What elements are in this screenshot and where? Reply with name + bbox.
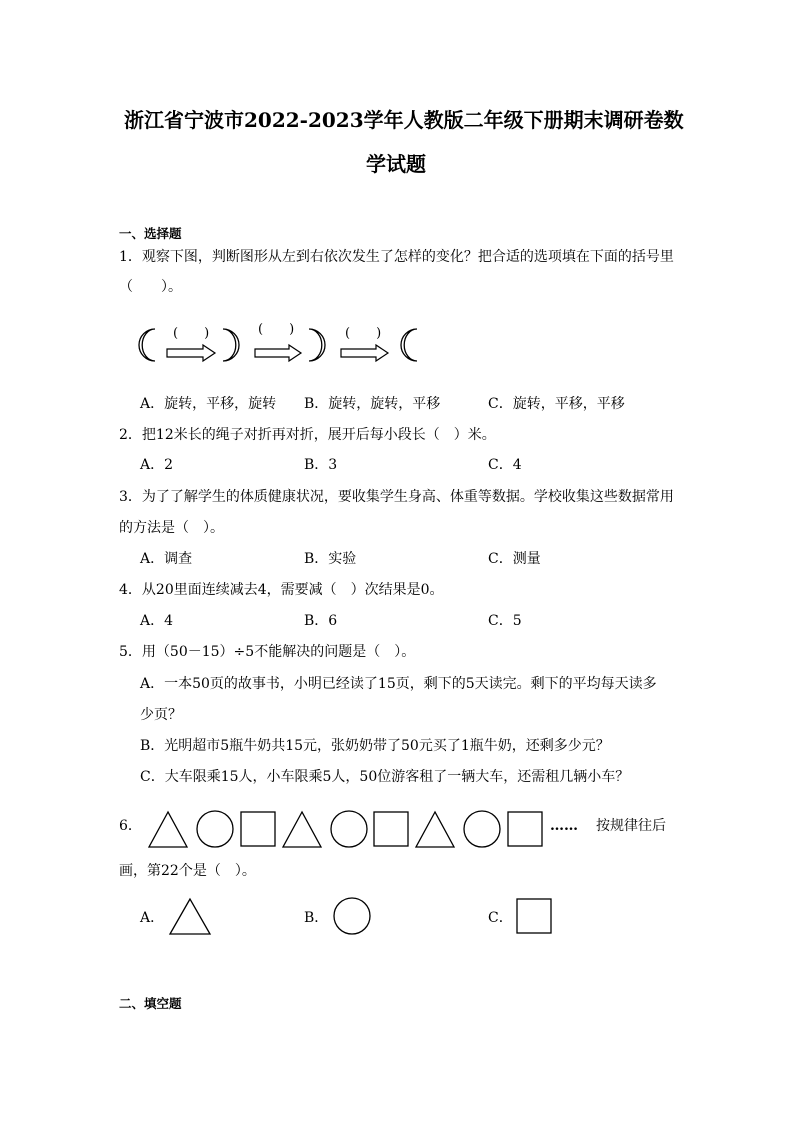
page-title-line2: 学试题 (366, 152, 426, 176)
option-c[interactable] (488, 908, 513, 928)
section-heading-fill-in: 二、填空题 (119, 996, 182, 1011)
question-stem: 把12米长的绳子对折再对折，展开后每小段长（ ）米。 (141, 427, 496, 443)
question-stem: 用（50－15）÷5不能解决的问题是（ ）。 (141, 644, 416, 660)
option-a-shape (168, 897, 212, 937)
option-label: B． (304, 910, 329, 926)
question-number: 5． (119, 644, 142, 660)
crescent-moon-icon (309, 329, 325, 361)
question-stem: 为了了解学生的体质健康状况，要收集学生身高、体重等数据。学校收集这些数据常用 (141, 489, 674, 505)
crescent-moon-icon (223, 329, 239, 361)
page-title-line1: 浙江省宁波市2022-2023学年人教版二年级下册期末调研卷数 (124, 108, 684, 132)
ellipsis: …… (550, 818, 578, 834)
option-b[interactable]: B．6 (304, 613, 338, 629)
triangle-icon (416, 812, 454, 847)
option-a[interactable] (140, 908, 164, 928)
question-3 (119, 487, 674, 507)
arrow-right-icon (341, 345, 388, 361)
option-c[interactable]: C．测量 (488, 551, 541, 567)
shape-sequence (148, 810, 548, 850)
question-4 (119, 580, 444, 600)
question-1-stem-line2: （ ）。 (119, 279, 182, 295)
circle-icon (464, 811, 500, 847)
option-b[interactable] (304, 908, 328, 928)
question-number: 4． (119, 582, 142, 598)
option-a[interactable]: A．调查 (140, 551, 193, 567)
transform-figure (125, 315, 435, 370)
blank-paren: ( ) (258, 322, 295, 337)
blank-paren: ( ) (345, 326, 382, 341)
blank-paren: ( ) (173, 326, 210, 341)
question-number: 2． (119, 427, 142, 443)
question-stem: 按规律往后 (596, 818, 666, 834)
triangle-icon (283, 812, 321, 847)
question-stem: 从20里面连续减去4，需要减（ ）次结果是0。 (141, 582, 444, 598)
option-a-line2: 少页？ (140, 707, 182, 723)
option-c[interactable]: C．大车限乘15人，小车限乘5人，50位游客租了一辆大车，还需租几辆小车？ (140, 769, 630, 785)
option-a[interactable]: A．旋转，平移，旋转 (140, 396, 277, 412)
triangle-icon (170, 899, 210, 934)
question-number: 6． (119, 818, 142, 834)
arrow-right-icon (167, 345, 215, 361)
square-icon (374, 812, 408, 846)
question-stem: 观察下图，判断图形从左到右依次发生了怎样的变化？把合适的选项填在下面的括号里 (141, 249, 674, 265)
option-c[interactable]: C．5 (488, 613, 522, 629)
question-2 (119, 425, 496, 445)
option-b[interactable]: B．光明超市5瓶牛奶共15元，张奶奶带了50元买了1瓶牛奶，还剩多少元？ (140, 738, 610, 754)
square-icon (508, 812, 542, 846)
question-1 (119, 247, 674, 267)
circle-icon (331, 811, 367, 847)
arrow-right-icon (255, 345, 301, 361)
circle-icon (334, 898, 370, 934)
option-label: C． (488, 910, 513, 926)
section-heading-choice: 一、选择题 (119, 226, 182, 241)
option-a[interactable]: A．4 (140, 613, 174, 629)
circle-icon (197, 811, 233, 847)
question-5 (119, 642, 415, 662)
option-a[interactable]: A．一本50页的故事书，小明已经读了15页，剩下的5天读完。剩下的平均每天读多 (140, 676, 657, 692)
option-label: A． (140, 910, 165, 926)
option-b-shape (333, 897, 373, 937)
triangle-icon (149, 812, 187, 847)
option-a[interactable]: A．2 (140, 457, 174, 473)
option-c[interactable]: C．4 (488, 457, 522, 473)
question-number: 1． (119, 249, 142, 265)
question-3-stem-line2: 的方法是（ ）。 (119, 520, 224, 536)
option-b[interactable]: B．旋转，旋转，平移 (304, 396, 441, 412)
question-number: 3． (119, 489, 142, 505)
option-b[interactable]: B．3 (304, 457, 338, 473)
crescent-moon-icon (139, 329, 155, 361)
option-b[interactable]: B．实验 (304, 551, 357, 567)
square-icon (241, 812, 275, 846)
question-6-stem-line2: 画，第22个是（ ）。 (119, 863, 256, 879)
square-icon (517, 899, 551, 933)
crescent-moon-icon (401, 329, 417, 361)
option-c-shape (516, 898, 556, 938)
option-c[interactable]: C．旋转，平移，平移 (488, 396, 625, 412)
